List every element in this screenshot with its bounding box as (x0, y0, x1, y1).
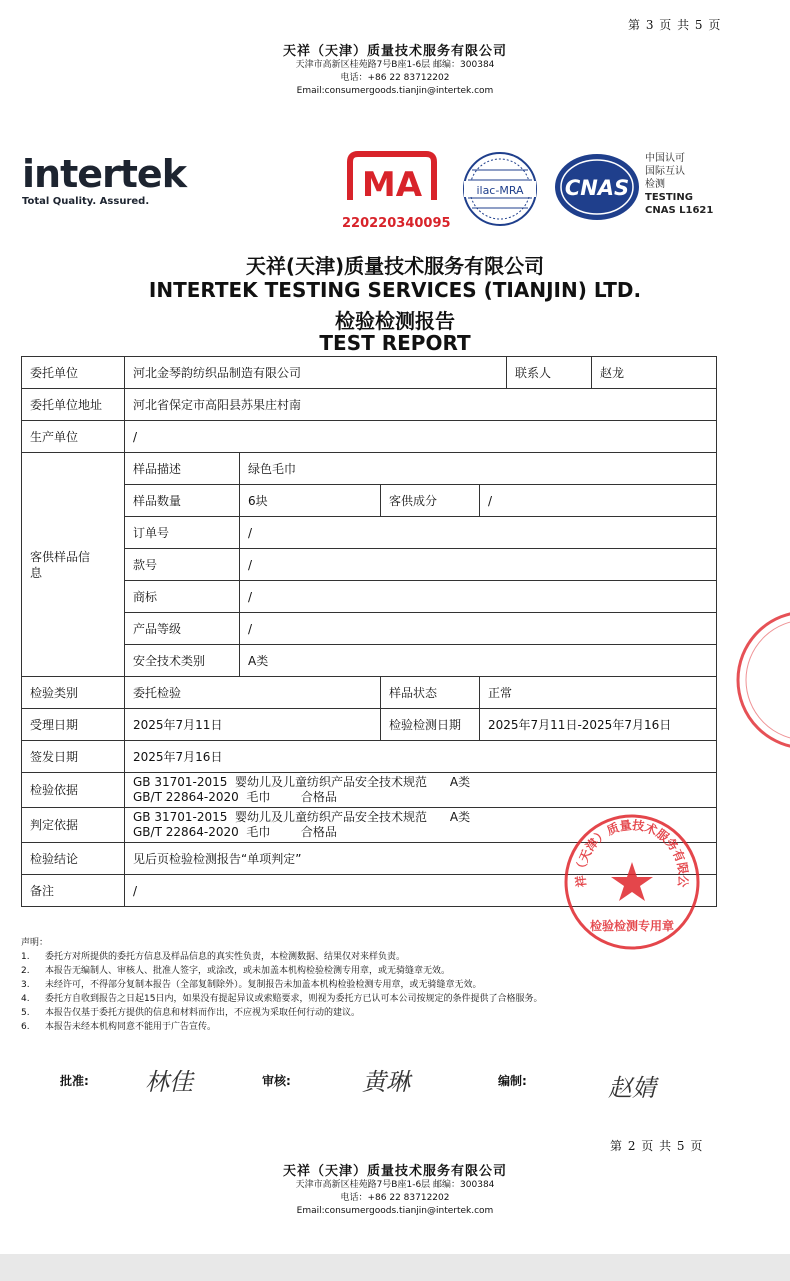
sample-info-label: 客供样品信息 (22, 453, 125, 677)
page-number-top: 第 3 页 共 5 页 (628, 18, 722, 32)
ilac-globe-icon (460, 150, 540, 228)
ilac-logo (460, 150, 540, 228)
ma-number: 220220340095 (342, 216, 451, 231)
edge-seal-icon (730, 600, 790, 760)
brand-value: / (240, 581, 717, 613)
seal-ring-text: 祥（天津）质量技术服务有限公 (573, 818, 691, 888)
ma-emblem-icon (342, 150, 442, 212)
table-row (22, 773, 717, 808)
list-item: 3. 未经许可，不得部分复制本报告（全部复制除外）。复制报告未加盖本机构检验检测专用章，或无骑缝章无效。 (21, 980, 482, 990)
ma-logo (342, 150, 451, 231)
declaration (21, 936, 721, 1034)
title-report-en: TEST REPORT (319, 331, 471, 355)
sample-state-label: 样品状态 (381, 677, 480, 709)
cnas-en-line2: CNAS L1621 (645, 205, 714, 216)
test-type-value: 委托检验 (125, 677, 381, 709)
list-item: 2. 本报告无编制人、审核人、批准人签字，或涂改，或未加盖本机构检验检测专用章，或无骑缝章无效。 (21, 966, 451, 976)
review-signature: 黄琳 (362, 1068, 410, 1096)
intertek-wordmark: intertek (22, 152, 186, 196)
sample-desc-value: 绿色毛巾 (240, 453, 717, 485)
compile-label: 编制: (498, 1074, 527, 1088)
table-row (22, 549, 717, 581)
brand-label: 商标 (125, 581, 240, 613)
basis-line1: GB 31701-2015 婴幼儿及儿童纺织产品安全技术规范 A类 (133, 775, 471, 789)
compile-signature: 赵婧 (608, 1074, 656, 1102)
list-item: 6. 本报告未经本机构同意不能用于广告宣传。 (21, 1022, 217, 1032)
style-label: 款号 (125, 549, 240, 581)
title-company-cn: 天祥(天津)质量技术服务有限公司 (245, 254, 545, 278)
table-row (22, 741, 717, 773)
cnas-cn-line1: 中国认可 (645, 153, 685, 164)
footer-address: 天津市高新区桂苑路7号B座1-6层 邮编：300384 (295, 1180, 495, 1190)
client-label: 委托单位 (22, 357, 125, 389)
table-row (22, 613, 717, 645)
judge-line1: GB 31701-2015 婴幼儿及儿童纺织产品安全技术规范 A类 (133, 810, 471, 824)
contact-label: 联系人 (507, 357, 592, 389)
table-row (22, 389, 717, 421)
title-report-cn: 检验检测报告 (335, 309, 455, 333)
table-row (22, 357, 717, 389)
grade-value: / (240, 613, 717, 645)
received-value: 2025年7月11日 (125, 709, 381, 741)
sample-qty-value: 6块 (240, 485, 381, 517)
cnas-en-line1: TESTING (645, 192, 693, 203)
order-label: 订单号 (125, 517, 240, 549)
table-row (22, 421, 717, 453)
footer-phone: 电话：+86 22 83712202 (340, 1193, 450, 1203)
cnas-logo (553, 152, 641, 222)
approve-label: 批准: (60, 1074, 89, 1088)
ilac-text: ilac-MRA (476, 184, 524, 197)
client-value: 河北金琴韵纺织品制造有限公司 (125, 357, 507, 389)
contact-value: 赵龙 (592, 357, 717, 389)
cnas-cn-line2: 国际互认 (645, 166, 685, 177)
judge-label: 判定依据 (22, 808, 125, 843)
list-item: 4. 委托方自收到报告之日起15日内，如果没有提起异议或索赔要求，则视为委托方已认可本公司按规定的条件提供了合格服务。 (21, 994, 543, 1004)
cnas-caption (645, 152, 713, 217)
issue-value: 2025年7月16日 (125, 741, 717, 773)
seal-star-icon (611, 862, 653, 901)
table-row (22, 709, 717, 741)
edge-seal (730, 600, 790, 760)
official-seal (562, 812, 702, 952)
producer-label: 生产单位 (22, 421, 125, 453)
header-phone: 电话：+86 22 83712202 (340, 73, 450, 83)
address-label: 委托单位地址 (22, 389, 125, 421)
conclusion-value: 见后页检验检测报告“单项判定” (125, 843, 717, 875)
list-item: 5. 本报告仅基于委托方提供的信息和材料而作出，不应视为采取任何行动的建议。 (21, 1008, 361, 1018)
remark-value: / (125, 875, 717, 907)
composition-label: 客供成分 (381, 485, 480, 517)
table-row (22, 517, 717, 549)
producer-value: / (125, 421, 717, 453)
cnas-cn-line3: 检测 (645, 179, 665, 190)
cnas-emblem-icon (553, 152, 641, 222)
basis-label: 检验依据 (22, 773, 125, 808)
intertek-logo (22, 152, 186, 207)
header-email: Email:consumergoods.tianjin@intertek.com (296, 86, 494, 96)
list-item: 1. 委托方对所提供的委托方信息及样品信息的真实性负责，本检测数据、结果仅对来样负责。 (21, 952, 406, 962)
svg-text:天祥（天津）质量技术服务有限公司 (562, 812, 690, 888)
intertek-tagline: Total Quality. Assured. (22, 196, 150, 207)
table-row (22, 677, 717, 709)
style-value: / (240, 549, 717, 581)
seal-stamp-icon (562, 812, 702, 952)
header-company: 天祥（天津）质量技术服务有限公司 (282, 44, 507, 59)
table-row (22, 453, 717, 485)
ma-text: MA (361, 165, 423, 205)
order-value: / (240, 517, 717, 549)
table-row (22, 581, 717, 613)
footer-company: 天祥（天津）质量技术服务有限公司 (282, 1164, 507, 1179)
composition-value: / (480, 485, 717, 517)
sample-qty-label: 样品数量 (125, 485, 240, 517)
judge-line2: GB/T 22864-2020 毛巾 合格品 (133, 825, 337, 839)
title-company-en: INTERTEK TESTING SERVICES (TIANJIN) LTD. (148, 278, 642, 302)
sample-desc-label: 样品描述 (125, 453, 240, 485)
page-number-bottom: 第 2 页 共 5 页 (610, 1139, 704, 1153)
safety-label: 安全技术类别 (125, 645, 240, 677)
bottom-header (0, 1160, 790, 1218)
received-label: 受理日期 (22, 709, 125, 741)
table-row (22, 645, 717, 677)
address-value: 河北省保定市高阳县苏果庄村南 (125, 389, 717, 421)
review-label: 审核: (262, 1074, 291, 1088)
remark-label: 备注 (22, 875, 125, 907)
conclusion-label: 检验结论 (22, 843, 125, 875)
grade-label: 产品等级 (125, 613, 240, 645)
test-date-value: 2025年7月11日-2025年7月16日 (480, 709, 717, 741)
basis-value (125, 773, 717, 808)
footer-email: Email:consumergoods.tianjin@intertek.com (296, 1206, 494, 1216)
test-date-label: 检验检测日期 (381, 709, 480, 741)
top-header (0, 40, 790, 98)
issue-label: 签发日期 (22, 741, 125, 773)
seal-center-text: 检验检测专用章 (589, 919, 675, 933)
approve-signature: 林佳 (145, 1068, 193, 1096)
basis-line2: GB/T 22864-2020 毛巾 合格品 (133, 790, 337, 804)
declaration-heading: 声明： (21, 938, 49, 948)
header-address: 天津市高新区桂苑路7号B座1-6层 邮编：300384 (295, 60, 495, 70)
safety-value: A类 (240, 645, 717, 677)
test-type-label: 检验类别 (22, 677, 125, 709)
cnas-text: CNAS (564, 176, 630, 200)
page-bottom-band (0, 1254, 790, 1281)
table-row (22, 485, 717, 517)
sample-state-value: 正常 (480, 677, 717, 709)
